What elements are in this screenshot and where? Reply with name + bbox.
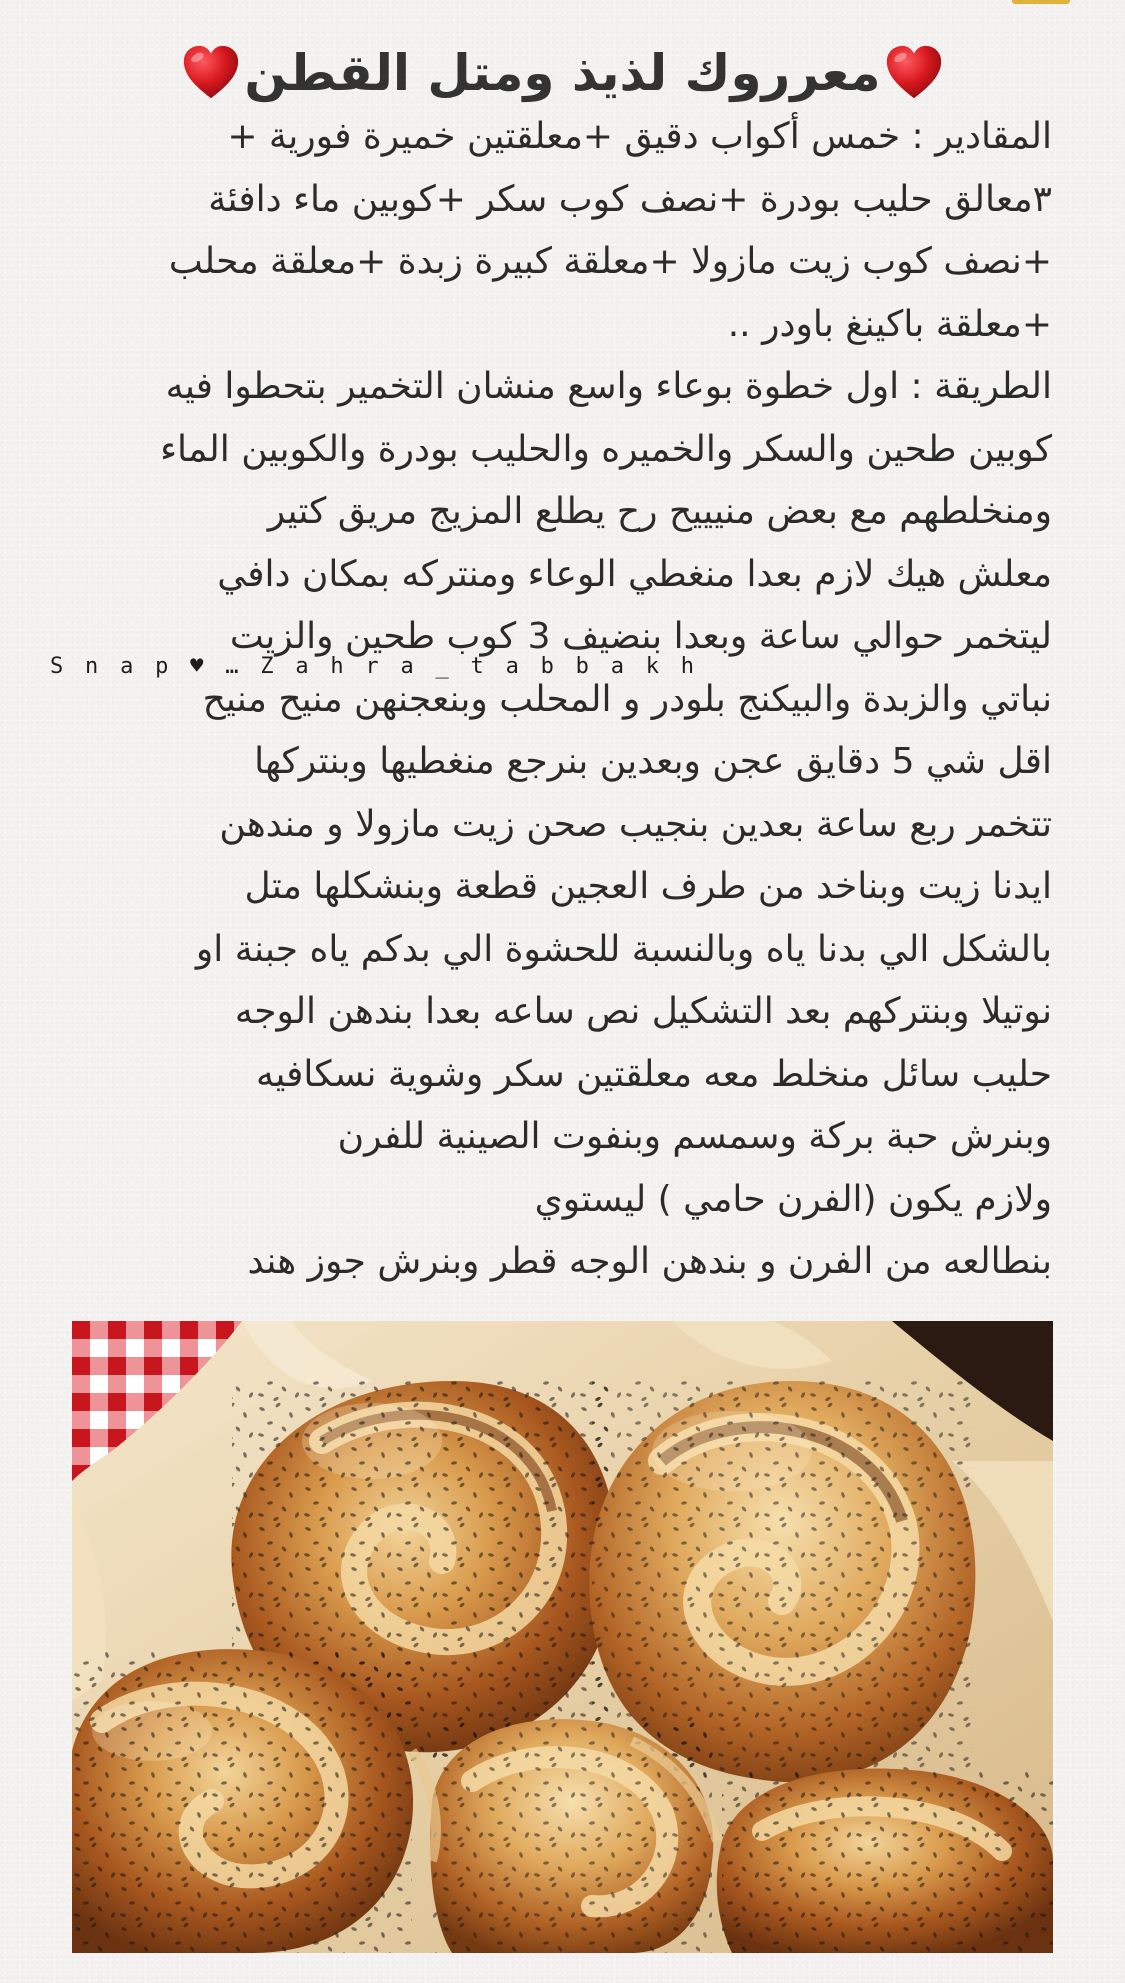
recipe-line: كوبين طحين والسكر والخميره والحليب بودرة والكوبين الماء bbox=[160, 428, 1052, 470]
recipe-line: نوتيلا وبنتركهم بعد التشكيل نص ساعه بعدا بندهن الوجه bbox=[234, 991, 1052, 1032]
roll-3 bbox=[72, 1649, 413, 1953]
recipe-line: معلش هيك لازم بعدا منغطي الوعاء ومنتركه بمكان دافي bbox=[217, 553, 1052, 595]
corner-accent bbox=[1012, 0, 1070, 4]
recipe-line: المقادير : خمس أكواب دقيق +معلقتين خميرة فورية + bbox=[227, 116, 1052, 157]
page-title bbox=[0, 28, 1125, 118]
recipe-line: ايدنا زيت وبناخد من طرف العجين قطعة وبنشكلها متل bbox=[244, 866, 1052, 907]
recipe-line: ليتخمر حوالي ساعة وبعدا بنضيف 3 كوب طحين والزيت bbox=[229, 616, 1052, 657]
roll-5 bbox=[717, 1769, 1053, 1953]
heart-icon bbox=[883, 42, 945, 104]
watermark-text: Snap♥…Zahra_tabbakh bbox=[50, 654, 716, 679]
recipe-line: ولازم يكون (الفرن حامي ) ليستوي bbox=[534, 1178, 1052, 1220]
recipe-line: حليب سائل منخلط معه معلقتين سكر وشوية نسكافيه bbox=[256, 1053, 1052, 1095]
recipe-photo bbox=[72, 1321, 1053, 1953]
recipe-line: وبنرش حبة بركة وسمسم وبنفوت الصينية للفرن bbox=[337, 1116, 1052, 1157]
recipe-line: ومنخلطهم مع بعض منيييح رح يطلع المزيج مريق كتير bbox=[267, 491, 1052, 532]
recipe-line: تتخمر ربع ساعة بعدين بنجيب صحن زيت مازولا و مندهن bbox=[219, 803, 1052, 845]
recipe-line: +معلقة باكينغ باودر .. bbox=[727, 303, 1052, 345]
recipe-line: اقل شي 5 دقايق عجن وبعدين بنرجع منغطيها وبنتركها bbox=[254, 741, 1052, 782]
heart-icon bbox=[180, 42, 242, 104]
roll-4 bbox=[430, 1719, 713, 1953]
recipe-line: +نصف كوب زيت مازولا +معلقة كبيرة زبدة +معلقة محلب bbox=[168, 241, 1052, 282]
baked-rolls-image bbox=[72, 1321, 1053, 1953]
recipe-line: بالشكل الي بدنا ياه وبالنسبة للحشوة الي بدكم ياه جبنة او bbox=[195, 928, 1052, 970]
recipe-line: الطريقة : اول خطوة بوعاء واسع منشان التخمير بتحطوا فيه bbox=[165, 366, 1052, 407]
recipe-line: بنطالعه من الفرن و بندهن الوجه قطر وبنرش جوز هند bbox=[247, 1241, 1052, 1282]
title-text: معرروك لذيذ ومتل القطن bbox=[244, 44, 881, 102]
recipe-line: ٣معالق حليب بودرة +نصف كوب سكر +كوبين ماء دافئة bbox=[208, 178, 1052, 220]
recipe-line: نباتي والزبدة والبيكنج بلودر و المحلب وبنعجنهن منيح منيح bbox=[202, 678, 1052, 720]
recipe-text bbox=[60, 106, 1052, 1294]
